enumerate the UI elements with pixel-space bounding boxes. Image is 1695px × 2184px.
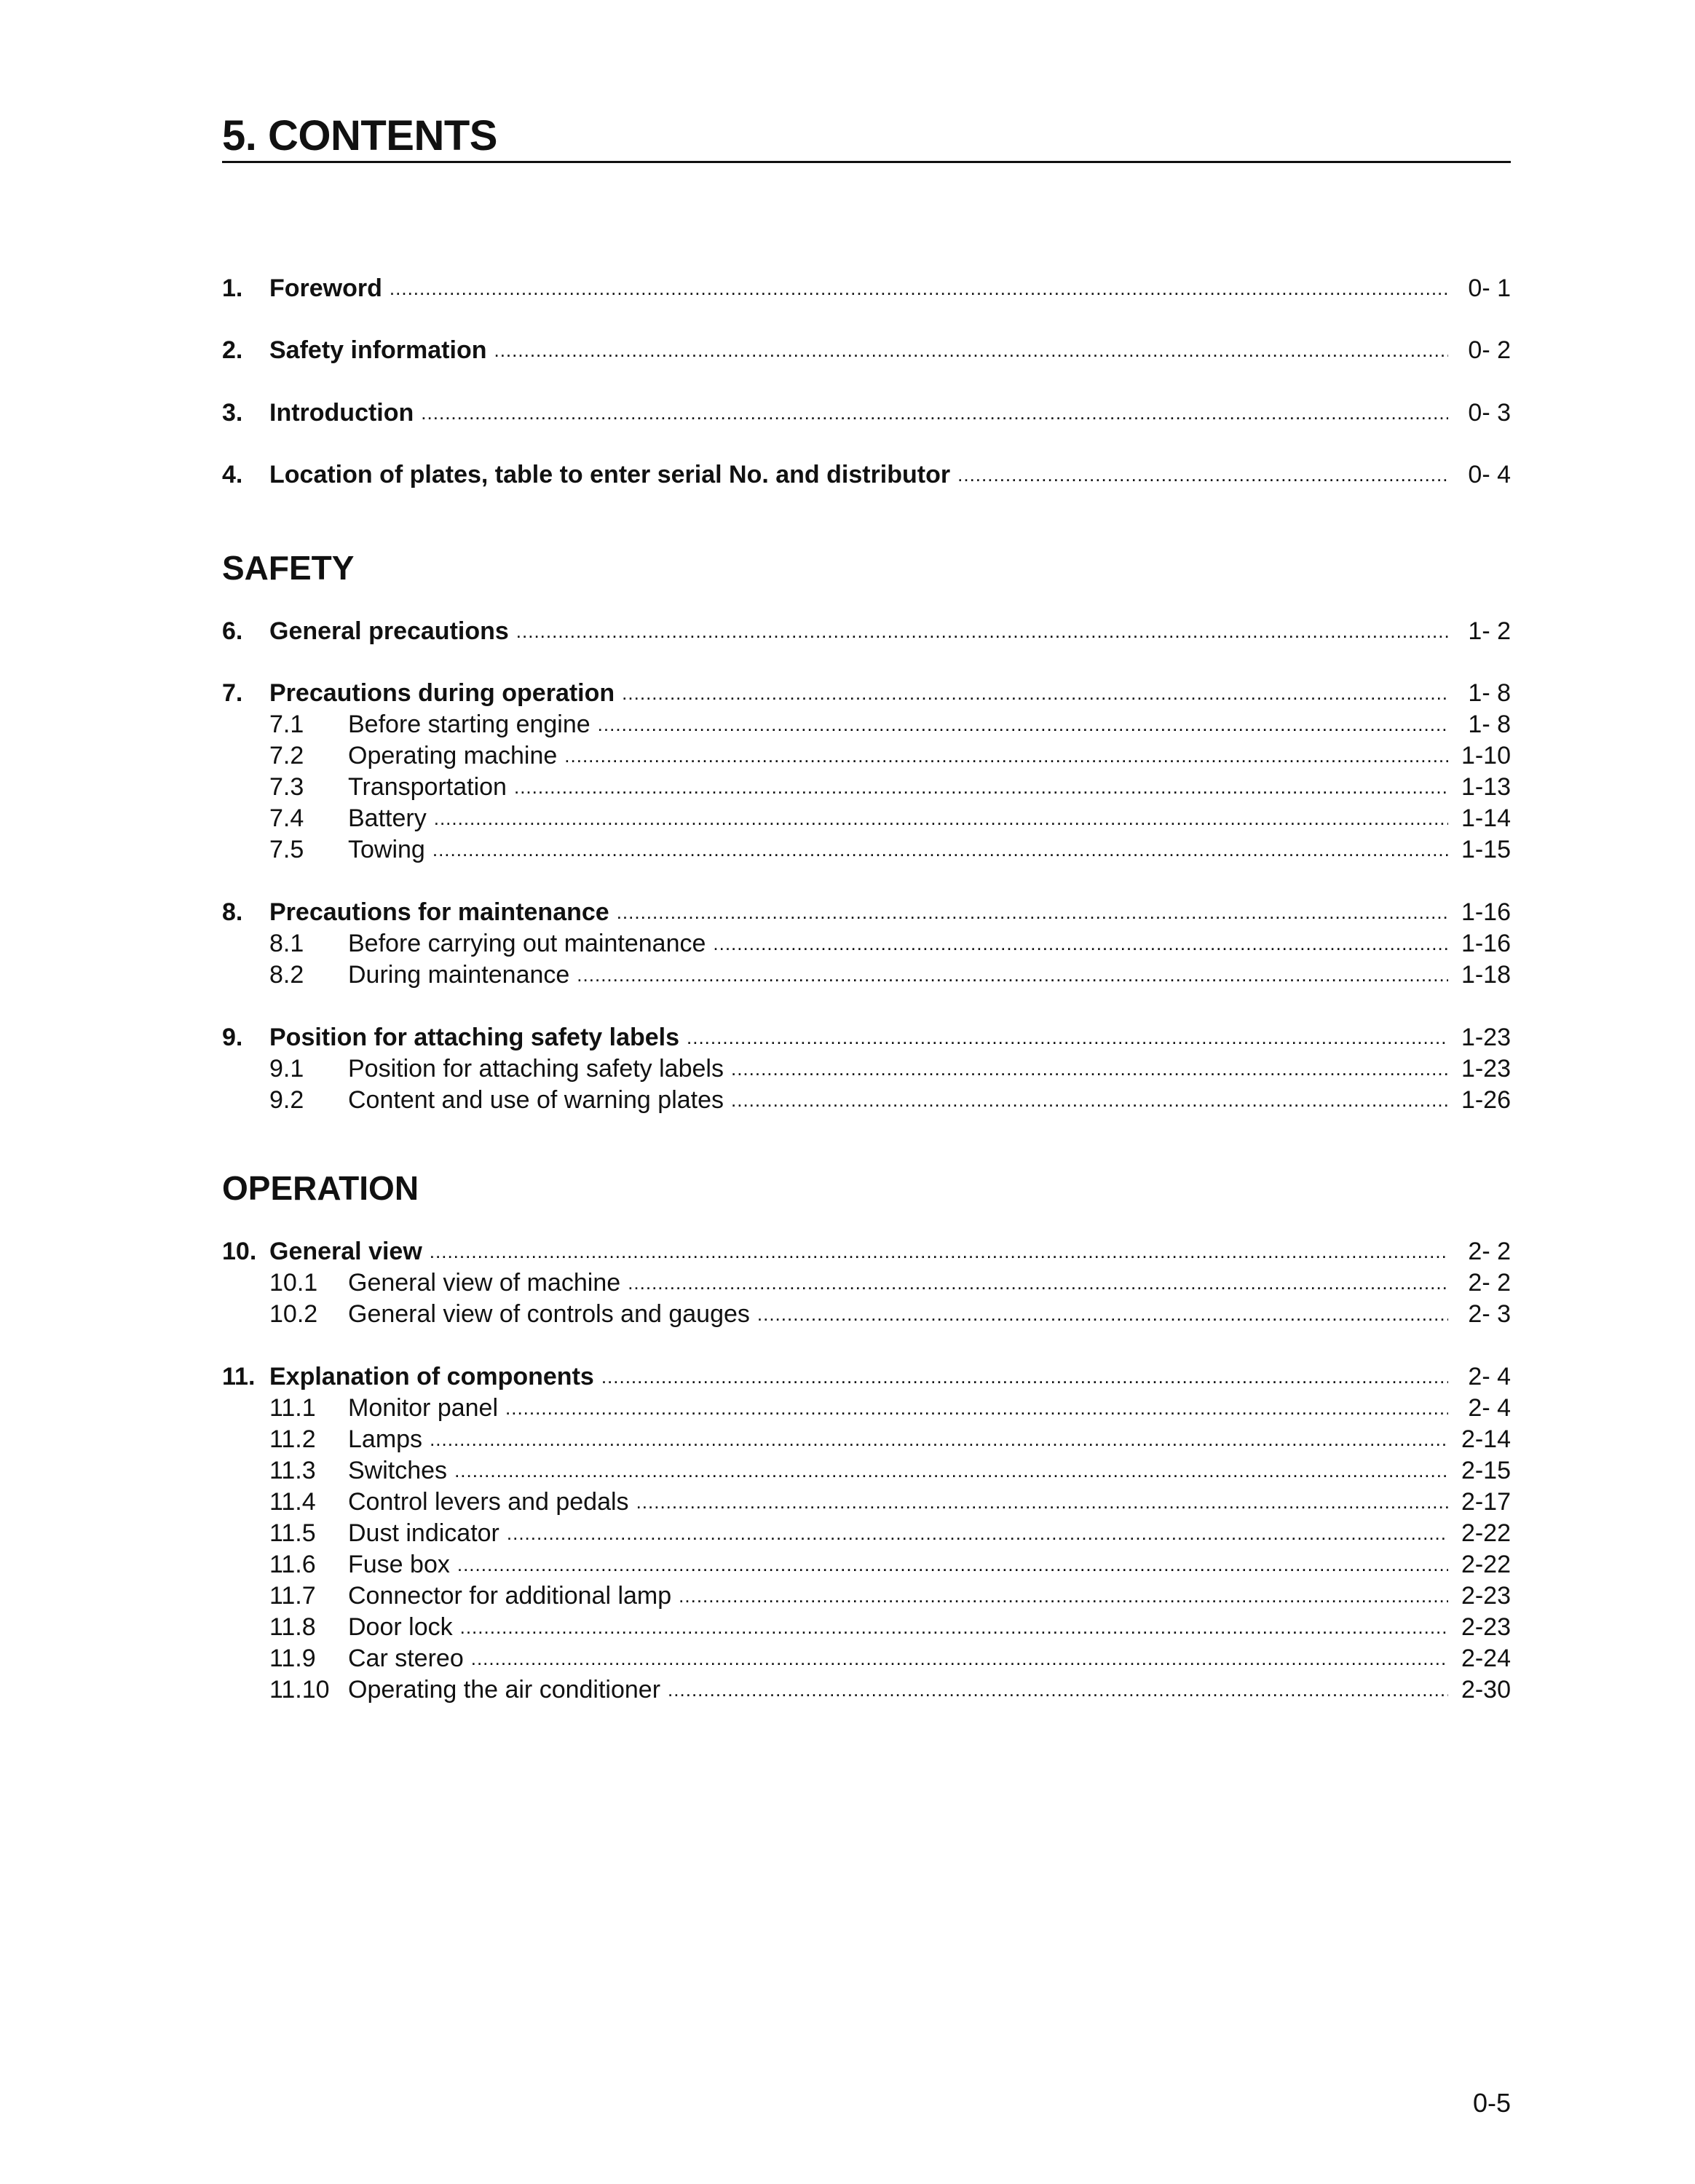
toc-entry-general-view[interactable] <box>222 1235 1511 1267</box>
toc-subentry[interactable] <box>222 740 1511 772</box>
dot-leader <box>679 1578 1448 1612</box>
entry-page: 2-15 <box>1461 1457 1511 1484</box>
dot-leader <box>457 1547 1448 1580</box>
entry-page: 2- 3 <box>1468 1300 1511 1328</box>
toc-subentry[interactable] <box>222 1084 1511 1116</box>
entry-number: 11.2 <box>269 1425 316 1453</box>
entry-title: Battery <box>348 804 427 832</box>
entry-number: 9.2 <box>269 1086 304 1114</box>
toc-entry-position-for-attaching-safety-labels[interactable] <box>222 1021 1511 1053</box>
entry-number: 7.5 <box>269 836 304 863</box>
entry-title: Connector for additional lamp <box>348 1582 672 1610</box>
dot-leader <box>516 614 1448 647</box>
dot-leader <box>430 1234 1448 1267</box>
entry-number: 7.2 <box>269 742 304 769</box>
entry-title: Control levers and pedals <box>348 1488 629 1516</box>
entry-number: 11.7 <box>269 1582 316 1610</box>
page-number: 0-5 <box>1472 2088 1511 2118</box>
toc-entry-location-of-plates[interactable] <box>222 459 1511 491</box>
dot-leader <box>622 676 1448 709</box>
entry-page: 2- 4 <box>1468 1363 1511 1390</box>
toc-subentry[interactable] <box>222 771 1511 803</box>
section-heading-safety: SAFETY <box>222 549 355 587</box>
entry-title: Door lock <box>348 1613 453 1641</box>
dot-leader <box>731 1051 1448 1085</box>
toc-subentry[interactable] <box>222 708 1511 740</box>
entry-number: 8. <box>222 898 243 926</box>
entry-page: 2- 2 <box>1468 1269 1511 1297</box>
entry-number: 3. <box>222 399 243 427</box>
entry-page: 1-14 <box>1461 804 1511 832</box>
dot-leader <box>617 895 1448 928</box>
entry-title: Position for attaching safety labels <box>269 1024 680 1051</box>
toc-entry-foreword[interactable] <box>222 272 1511 304</box>
entry-number: 11.6 <box>269 1551 316 1578</box>
entry-title: Before carrying out maintenance <box>348 930 706 957</box>
entry-number: 11.3 <box>269 1457 316 1484</box>
entry-page: 1-23 <box>1461 1055 1511 1083</box>
dot-leader <box>601 1359 1448 1393</box>
title-underline <box>222 161 1511 163</box>
entry-title: Introduction <box>269 399 414 427</box>
dot-leader <box>460 1610 1448 1643</box>
entry-number: 7.3 <box>269 773 304 801</box>
dot-leader <box>454 1453 1448 1487</box>
dot-leader <box>434 801 1448 834</box>
entry-number: 8.2 <box>269 961 304 989</box>
toc-subentry[interactable] <box>222 802 1511 834</box>
toc-subentry[interactable] <box>222 1611 1511 1643</box>
entry-page: 1-26 <box>1461 1086 1511 1114</box>
entry-page: 2-17 <box>1461 1488 1511 1516</box>
entry-page: 2- 2 <box>1468 1238 1511 1265</box>
entry-title: Operating the air conditioner <box>348 1676 661 1704</box>
entry-page: 0- 2 <box>1468 336 1511 364</box>
toc-subentry[interactable] <box>222 1298 1511 1330</box>
entry-page: 1-16 <box>1461 930 1511 957</box>
dot-leader <box>636 1484 1448 1518</box>
entry-title: Precautions during operation <box>269 679 615 707</box>
entry-title: Switches <box>348 1457 448 1484</box>
entry-page: 1- 8 <box>1468 679 1511 707</box>
entry-number: 10. <box>222 1238 257 1265</box>
entry-number: 11.4 <box>269 1488 316 1516</box>
toc-subentry[interactable] <box>222 1267 1511 1299</box>
entry-number: 4. <box>222 461 243 488</box>
toc-entry-general-precautions[interactable] <box>222 615 1511 647</box>
toc-subentry[interactable] <box>222 834 1511 866</box>
entry-number: 7.4 <box>269 804 304 832</box>
toc-subentry[interactable] <box>222 1674 1511 1706</box>
dot-leader <box>505 1390 1448 1424</box>
entry-page: 2-22 <box>1461 1551 1511 1578</box>
toc-entry-precautions-during-operation[interactable] <box>222 677 1511 709</box>
entry-title: Operating machine <box>348 742 558 769</box>
entry-page: 0- 1 <box>1468 274 1511 302</box>
entry-number: 9. <box>222 1024 243 1051</box>
section-heading-operation: OPERATION <box>222 1169 419 1207</box>
entry-number: 11.1 <box>269 1394 316 1422</box>
entry-number: 10.1 <box>269 1269 318 1297</box>
entry-title: General view of controls and gauges <box>348 1300 750 1328</box>
entry-page: 2- 4 <box>1468 1394 1511 1422</box>
entry-page: 1-15 <box>1461 836 1511 863</box>
toc-entry-introduction[interactable] <box>222 397 1511 429</box>
entry-page: 0- 4 <box>1468 461 1511 488</box>
entry-page: 2-23 <box>1461 1582 1511 1610</box>
entry-page: 2-30 <box>1461 1676 1511 1704</box>
entry-number: 11.9 <box>269 1645 316 1672</box>
entry-number: 11. <box>222 1363 256 1390</box>
entry-title: Before starting engine <box>348 711 590 738</box>
entry-page: 2-23 <box>1461 1613 1511 1641</box>
toc-entry-safety-information[interactable] <box>222 334 1511 366</box>
entry-title: Precautions for maintenance <box>269 898 609 926</box>
entry-number: 11.10 <box>269 1676 330 1704</box>
entry-title: During maintenance <box>348 961 570 989</box>
dot-leader <box>494 333 1448 366</box>
entry-number: 11.8 <box>269 1613 316 1641</box>
entry-title: General view <box>269 1238 422 1265</box>
entry-page: 2-22 <box>1461 1519 1511 1547</box>
dot-leader <box>687 1020 1448 1053</box>
entry-title: Monitor panel <box>348 1394 499 1422</box>
entry-page: 1-13 <box>1461 773 1511 801</box>
entry-page: 1- 8 <box>1468 711 1511 738</box>
entry-number: 11.5 <box>269 1519 316 1547</box>
entry-title: Content and use of warning plates <box>348 1086 724 1114</box>
entry-title: Car stereo <box>348 1645 464 1672</box>
dot-leader <box>757 1297 1448 1330</box>
dot-leader <box>564 738 1448 772</box>
dot-leader <box>668 1672 1448 1706</box>
entry-number: 10.2 <box>269 1300 318 1328</box>
dot-leader <box>731 1083 1448 1116</box>
dot-leader <box>713 926 1448 960</box>
dot-leader <box>421 395 1448 429</box>
entry-title: Transportation <box>348 773 507 801</box>
dot-leader <box>628 1265 1448 1299</box>
entry-number: 2. <box>222 336 243 364</box>
entry-number: 7.1 <box>269 711 304 738</box>
dot-leader <box>598 707 1448 740</box>
entry-page: 1- 2 <box>1468 617 1511 645</box>
dot-leader <box>577 957 1448 991</box>
entry-page: 2-24 <box>1461 1645 1511 1672</box>
toc-subentry[interactable] <box>222 1548 1511 1580</box>
toc-subentry[interactable] <box>222 927 1511 960</box>
entry-title: General precautions <box>269 617 509 645</box>
toc-subentry[interactable] <box>222 1392 1511 1424</box>
entry-page: 1-18 <box>1461 961 1511 989</box>
entry-title: Location of plates, table to enter serial No. and distributor <box>269 461 951 488</box>
entry-number: 8.1 <box>269 930 304 957</box>
entry-page: 2-14 <box>1461 1425 1511 1453</box>
entry-number: 7. <box>222 679 243 707</box>
toc-subentry[interactable] <box>222 1423 1511 1455</box>
entry-title: General view of machine <box>348 1269 621 1297</box>
entry-number: 6. <box>222 617 243 645</box>
dot-leader <box>432 832 1448 866</box>
entry-number: 1. <box>222 274 243 302</box>
toc-subentry[interactable] <box>222 1053 1511 1085</box>
toc-entry-explanation-of-components[interactable] <box>222 1361 1511 1393</box>
toc-subentry[interactable] <box>222 1486 1511 1518</box>
entry-page: 1-10 <box>1461 742 1511 769</box>
entry-title: Dust indicator <box>348 1519 499 1547</box>
toc-entry-precautions-for-maintenance[interactable] <box>222 896 1511 928</box>
entry-title: Position for attaching safety labels <box>348 1055 724 1083</box>
entry-title: Lamps <box>348 1425 423 1453</box>
entry-title: Foreword <box>269 274 382 302</box>
dot-leader <box>390 271 1448 304</box>
dot-leader <box>471 1641 1448 1674</box>
toc-subentry[interactable] <box>222 959 1511 991</box>
entry-title: Towing <box>348 836 425 863</box>
entry-title: Safety information <box>269 336 487 364</box>
entry-page: 1-23 <box>1461 1024 1511 1051</box>
entry-title: Fuse box <box>348 1551 450 1578</box>
toc-subentry[interactable] <box>222 1517 1511 1549</box>
entry-title: Explanation of components <box>269 1363 594 1390</box>
entry-page: 0- 3 <box>1468 399 1511 427</box>
page-title: 5. CONTENTS <box>222 112 497 159</box>
dot-leader <box>514 769 1448 803</box>
toc-subentry[interactable] <box>222 1580 1511 1612</box>
dot-leader <box>430 1422 1448 1455</box>
dot-leader <box>957 457 1448 491</box>
toc-subentry[interactable] <box>222 1455 1511 1487</box>
entry-page: 1-16 <box>1461 898 1511 926</box>
toc-subentry[interactable] <box>222 1642 1511 1674</box>
dot-leader <box>507 1516 1448 1549</box>
entry-number: 9.1 <box>269 1055 304 1083</box>
